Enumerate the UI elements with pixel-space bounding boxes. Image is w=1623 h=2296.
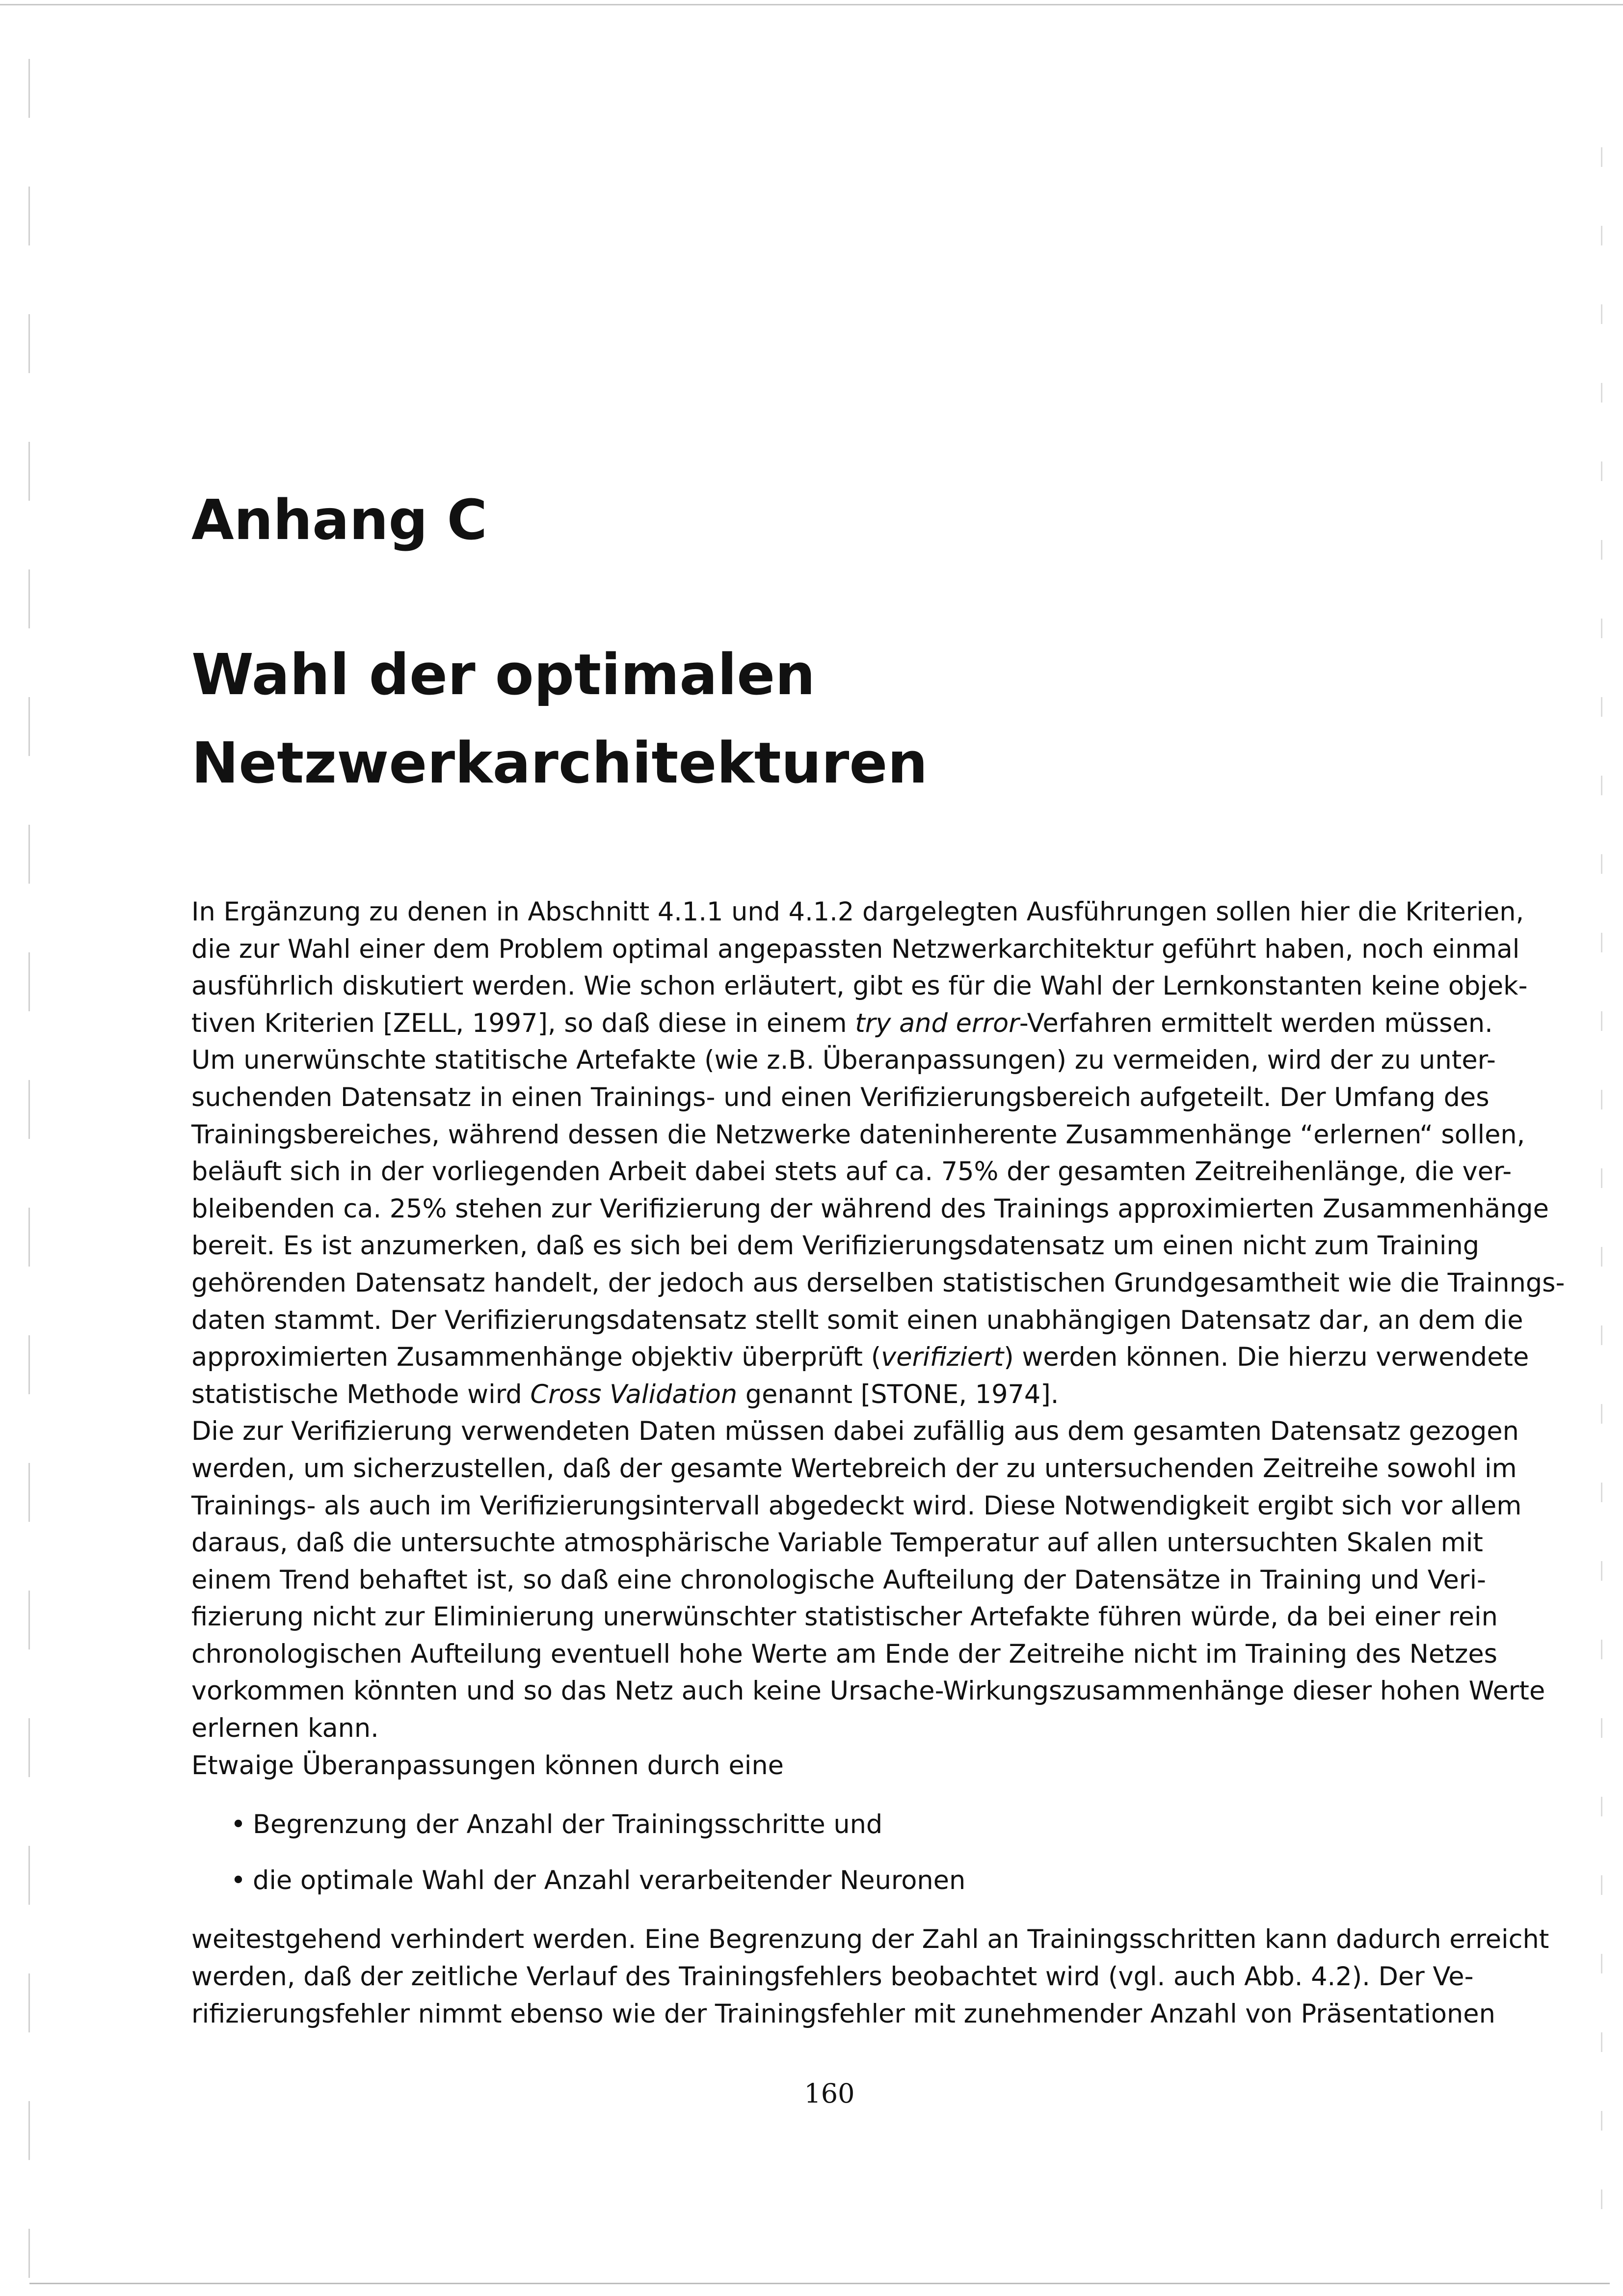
text-line: Trainingsbereiches, während dessen die Netzwerke dateninherente Zusammenhänge “erlernen“ sollen, — [191, 1119, 1525, 1150]
scan-edge-top — [0, 4, 1623, 5]
italic-term: Cross Validation — [530, 1379, 738, 1409]
list-item — [191, 1862, 1457, 1899]
bullet-list — [191, 1806, 1457, 1899]
text-line: daten stammt. Der Verifizierungsdatensatz stellt somit einen unabhängigen Datensatz dar, an dem die — [191, 1305, 1523, 1335]
text-line — [191, 1339, 1529, 1376]
text-run: -Verfahren ermittelt werden müssen. — [1019, 1008, 1493, 1038]
text-line: beläuft sich in der vorliegenden Arbeit dabei stets auf ca. 75% der gesamten Zeitreihenlänge, die ver- — [191, 1157, 1512, 1187]
text-line: In Ergänzung zu denen in Abschnitt 4.1.1 und 4.1.2 dargelegten Ausführungen sollen hier die Kriterien, — [191, 897, 1524, 927]
list-item-text: Begrenzung der Anzahl der Trainingsschritte und — [253, 1810, 883, 1840]
list-item — [191, 1806, 1457, 1843]
scan-edge-right — [1601, 147, 1602, 2258]
closing-paragraph — [191, 1921, 1549, 2032]
text-line: gehörenden Datensatz handelt, der jedoch aus derselben statistischen Grundgesamtheit wie die Trainngs- — [191, 1268, 1565, 1298]
text-line: rifizierungsfehler nimmt ebenso wie der Trainingsfehler mit zunehmender Anzahl von Präsentationen — [191, 1999, 1495, 2029]
text-run: genannt [STONE, 1974]. — [737, 1379, 1059, 1409]
bullet-icon: • — [231, 1865, 246, 1895]
chapter-title-line: Netzwerkarchitekturen — [191, 730, 928, 796]
text-line: Die zur Verifizierung verwendeten Daten müssen dabei zufällig aus dem gesamten Datensatz gezogen — [191, 1416, 1519, 1447]
text-line: die zur Wahl einer dem Problem optimal angepassten Netzwerkarchitektur geführt haben, noch einmal — [191, 934, 1520, 964]
text-run: ) werden können. Die hierzu verwendete — [1004, 1342, 1529, 1373]
text-run: approximierten Zusammenhänge objektiv überprüft ( — [191, 1342, 881, 1373]
scan-edge-left — [28, 59, 30, 2278]
text-line: erlernen kann. — [191, 1713, 379, 1744]
text-line: bereit. Es ist anzumerken, daß es sich bei dem Verifizierungsdatensatz um einen nicht zum Training — [191, 1231, 1480, 1261]
text-line: fizierung nicht zur Eliminierung unerwünschter statistischer Artefakte führen würde, da bei einer rein — [191, 1602, 1498, 1632]
chapter-label: Anhang C — [191, 488, 487, 552]
paragraph — [191, 1413, 1545, 1747]
page-number: 160 — [804, 2078, 855, 2109]
paragraphs — [191, 893, 1565, 1747]
body-text — [191, 893, 1565, 2032]
text-line: werden, daß der zeitliche Verlauf des Trainingsfehlers beobachtet wird (vgl. auch Abb. 4.2). Der Ve- — [191, 1962, 1474, 1992]
paragraph — [191, 1042, 1565, 1413]
text-line: chronologischen Aufteilung eventuell hohe Werte am Ende der Zeitreihe nicht im Training des Netzes — [191, 1639, 1497, 1669]
text-line — [191, 1376, 1457, 1413]
text-run: statistische Methode wird — [191, 1379, 531, 1409]
chapter-title — [191, 631, 1467, 808]
scan-edge-bottom — [29, 2283, 1610, 2284]
italic-term: try and error — [855, 1008, 1019, 1038]
text-line: Um unerwünschte statitische Artefakte (wie z.B. Überanpassungen) zu vermeiden, wird der zu unter- — [191, 1045, 1496, 1076]
paragraph — [191, 893, 1528, 1042]
bullet-icon: • — [231, 1810, 246, 1840]
list-intro: Etwaige Überanpassungen können durch eine — [191, 1750, 784, 1781]
text-line — [191, 1005, 1493, 1042]
italic-term: verifiziert — [881, 1342, 1004, 1373]
text-line: vorkommen könnten und so das Netz auch keine Ursache-Wirkungszusammenhänge dieser hohen Werte — [191, 1676, 1545, 1706]
list-item-text: die optimale Wahl der Anzahl verarbeitender Neuronen — [253, 1865, 966, 1895]
text-run: tiven Kriterien [ZELL, 1997], so daß diese in einem — [191, 1008, 855, 1038]
text-line: werden, um sicherzustellen, daß der gesamte Wertebreich der zu untersuchenden Zeitreihe sowohl im — [191, 1453, 1517, 1484]
text-line: einem Trend behaftet ist, so daß eine chronologische Aufteilung der Datensätze in Training und Veri- — [191, 1565, 1486, 1595]
text-line: ausführlich diskutiert werden. Wie schon erläutert, gibt es für die Wahl der Lernkonstanten keine objek- — [191, 971, 1528, 1001]
text-line: weitestgehend verhindert werden. Eine Begrenzung der Zahl an Trainingsschritten kann dadurch erreicht — [191, 1924, 1549, 1955]
text-line: suchenden Datensatz in einen Trainings- und einen Verifizierungsbereich aufgeteilt. Der Umfang des — [191, 1082, 1490, 1112]
chapter-title-line: Wahl der optimalen — [191, 642, 816, 708]
text-line: Trainings- als auch im Verifizierungsintervall abgedeckt wird. Diese Notwendigkeit ergibt sich vor allem — [191, 1490, 1522, 1521]
text-line: daraus, daß die untersuchte atmosphärische Variable Temperatur auf allen untersuchten Skalen mit — [191, 1528, 1483, 1558]
text-line: bleibenden ca. 25% stehen zur Verifizierung der während des Trainings approximierten Zusammenhänge — [191, 1193, 1549, 1224]
